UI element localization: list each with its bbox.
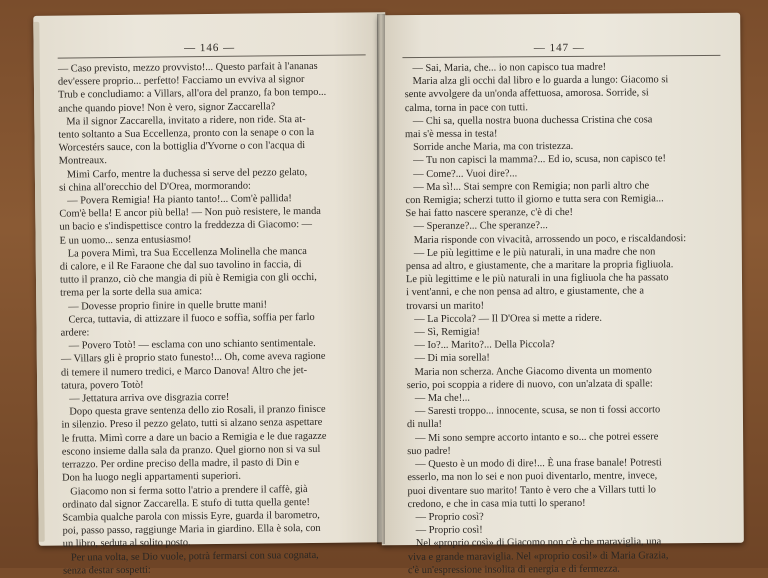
text-line: Maria risponde con vivacità, arrossendo un poco, e riscaldandosi: bbox=[413, 232, 687, 246]
text-line: puoi diventare suo marito! Tanto è vero che a Villars tutti lo bbox=[407, 483, 656, 497]
header-rule bbox=[402, 55, 720, 58]
text-line: — Chi sa, quella nostra buona duchessa Cristina che cosa bbox=[412, 114, 653, 127]
text-line: calma, torna in pace con tutti. bbox=[404, 101, 529, 114]
text-line: dev'essere proprio... perfetto! Facciamo un evviva al signor bbox=[57, 74, 305, 88]
text-line: — Mi sono sempre accorto intanto e so... che potrei essere bbox=[415, 431, 659, 444]
left-page bbox=[33, 12, 391, 577]
text-line: Giacomo non si ferma sotto l'atrio a prendere il caffè, già bbox=[70, 483, 308, 497]
page-number-right: — 147 — bbox=[533, 41, 585, 55]
page-number-left: — 146 — bbox=[184, 41, 236, 55]
text-line: trema per la sorte della sua amica: bbox=[60, 286, 203, 300]
text-line: in silenzio. Preso il pezzo gelato, tutti si alzano senza aspettare bbox=[61, 417, 323, 432]
text-line: — Questo è un modo di dire!... È una frase banale! Potresti bbox=[415, 457, 662, 471]
text-line: Sorride anche Maria, ma con tristezza. bbox=[413, 141, 574, 154]
text-line: — Sai, Maria, che... io non capisco tua madre! bbox=[412, 61, 607, 75]
text-line: esserlo, ma non lo sei e non puoi diventarlo, mentre, invece, bbox=[407, 470, 658, 484]
text-line: suo padre! bbox=[407, 445, 451, 457]
text-line: Le più legittime e le più naturali in una figliuola che ha passato bbox=[405, 272, 669, 286]
text-line: ardere: bbox=[60, 327, 90, 339]
text-line: — Caso previsto, mezzo provvisto!... Questo parfait à l'ananas bbox=[57, 60, 318, 75]
text-line: Maria non scherza. Anche Giacomo diventa un momento bbox=[414, 365, 652, 378]
left-page-text bbox=[34, 59, 391, 578]
text-line: — Dovesse proprio finire in quelle brutte mani! bbox=[68, 299, 268, 313]
text-line: — Sì, Remigia! bbox=[414, 326, 480, 339]
text-line: i vent'anni, e che non pensa ad altro, e giustamente, che a bbox=[406, 285, 645, 299]
text-line: un libro, seduta al solito posto. bbox=[62, 537, 191, 550]
text-line: senza destar sospetti: bbox=[62, 564, 151, 577]
text-line: — Tu non capisci la mamma?... Ed io, scusa, non capisco te! bbox=[413, 153, 667, 167]
book-spine bbox=[377, 14, 385, 544]
open-book bbox=[28, 14, 748, 577]
text-line: La povera Mimì, tra Sua Eccellenza Molinella che manca bbox=[67, 245, 307, 260]
text-line: con Remigia; scherzi tutto il giorno e tutta sera con Remigia... bbox=[405, 193, 664, 207]
text-line: — Ma sì!... Stai sempre con Remigia; non parli altro che bbox=[413, 180, 650, 193]
text-line: si china all'orecchio del D'Orea, mormorando: bbox=[58, 180, 251, 194]
text-line: — La Piccola? — Il D'Orea si mette a ridere. bbox=[414, 312, 602, 325]
text-line: — Le più legittime e le più naturali, in una madre che non bbox=[413, 246, 656, 259]
text-line: Scambia qualche parola con missis Eyre, guarda il barometro, bbox=[62, 509, 320, 524]
text-line: — Di mia sorella! bbox=[414, 352, 490, 365]
text-line: un bacio e s'indispettisce contro la freddezza di Giacomo: — bbox=[59, 219, 313, 234]
text-line: Cerca, tuttavia, di attizzare il fuoco e soffia, soffia per farlo bbox=[68, 311, 315, 326]
text-line: — Speranze?... Che speranze?... bbox=[413, 220, 548, 233]
text-line: mai s'è messa in testa! bbox=[404, 128, 498, 141]
text-line: — Come?... Vuoi dire?... bbox=[413, 167, 518, 180]
text-line: trovarsi un marito! bbox=[406, 300, 485, 312]
text-line: c'è un'espressione insolita di energia e di fermezza. bbox=[407, 563, 620, 576]
text-line: Dopo questa grave sentenza dello zio Rosali, il pranzo finisce bbox=[69, 404, 326, 418]
text-line: Montreaux. bbox=[58, 155, 108, 168]
text-line: Don ha luogo negli appartamenti superiori. bbox=[62, 471, 242, 484]
text-line: Trub e concludiamo: a Villars, all'ora del pranzo, fa bon tempo... bbox=[58, 87, 327, 102]
text-line: Se hai fatto nascere speranze, c'è di che! bbox=[405, 207, 574, 220]
text-line: — Io?... Marito?... Della Piccola? bbox=[414, 339, 555, 352]
text-line: viva e grande maraviglia. Nel «proprio così!» di Maria Grazia, bbox=[407, 549, 669, 563]
text-line: terrazzo. Per ordine preciso della madre, il pasto di Din e bbox=[61, 457, 300, 471]
text-line: — Proprio così! bbox=[415, 524, 483, 537]
text-line: di nulla! bbox=[406, 419, 442, 431]
text-line: pensa ad altro, e giustamente, che a maritare la propria figliuola. bbox=[405, 259, 674, 273]
text-line: escono insieme dalla sala da pranzo. Quel giorno non si va sul bbox=[61, 443, 321, 458]
text-line: credono, e che in casa mia tutti lo sperano! bbox=[407, 497, 586, 510]
text-line: — Povera Remigia! Ha pianto tanto!... Com'è pallida! bbox=[67, 193, 292, 207]
text-line: Mimì Carfo, mentre la duchessa si serve del pezzo gelato, bbox=[66, 166, 308, 181]
text-line: E un uomo... senza entusiasmo! bbox=[59, 233, 192, 247]
text-line: di calore, e il Re Faraone che dal suo tavolino in faccia, di bbox=[59, 259, 302, 273]
text-line: le frutta. Mimì corre a dare un bacio a Remigia e le due ragazze bbox=[61, 430, 327, 445]
right-page-text bbox=[378, 60, 744, 577]
text-line: Nel «proprio così» di Giacomo non c'è che maraviglia, una bbox=[415, 536, 662, 550]
text-line: tutto il pranzo, ciò che mangia di più è Remigia con gli occhi, bbox=[59, 272, 317, 286]
text-line: Per una volta, se Dio vuole, potrà fermarsi con sua cognata, bbox=[70, 549, 319, 564]
text-line: tatura, povero Totò! bbox=[61, 379, 144, 392]
text-line: tento soltanto a Sua Eccellenza, pronto con la senape o con la bbox=[58, 126, 315, 141]
text-line: ordinato dal signor Zaccarella. E stufo di tutta quella gente! bbox=[62, 496, 310, 511]
text-line: Worcestérs sauce, con la bottiglia d'Yvorne o con l'acqua di bbox=[58, 140, 306, 154]
text-line: sente avvolgere da un'onda affettuosa, amorosa. Sorride, si bbox=[404, 87, 649, 101]
text-line: — Proprio così? bbox=[415, 511, 484, 523]
text-line: — Villars gli è proprio stato funesto!... Oh, come aveva ragione bbox=[60, 351, 326, 366]
text-line: Ma il signor Zaccarella, invitato a ridere, non ride. Sta at- bbox=[66, 113, 306, 128]
text-line: — Povero Totò! — esclama con uno schianto sentimentale. bbox=[68, 338, 316, 352]
text-line: — Ma che!... bbox=[414, 392, 470, 405]
right-page bbox=[378, 13, 744, 576]
text-line: poi, passo passo, raggiunge Maria in giardino. Ella è sola, con bbox=[62, 522, 321, 537]
text-line: — Jettatura arriva ove disgrazia corre! bbox=[69, 391, 230, 405]
text-line: — Saresti troppo... innocente, scusa, se non ti fossi accorto bbox=[414, 404, 661, 418]
text-line: anche quando piove! Non è vero, signor Zaccarella? bbox=[58, 100, 276, 115]
text-line: Com'è bella! E ancor più bella! — Non può resistere, le manda bbox=[59, 206, 321, 220]
text-line: di temere il numero tredici, e Marco Danova! Altro che jet- bbox=[60, 364, 308, 379]
text-line: serio, poi scoppia a ridere di nuovo, con un'alzata di spalle: bbox=[406, 378, 653, 391]
text-line: Maria alza gli occhi dal libro e lo guarda a lungo: Giacomo si bbox=[412, 74, 669, 88]
